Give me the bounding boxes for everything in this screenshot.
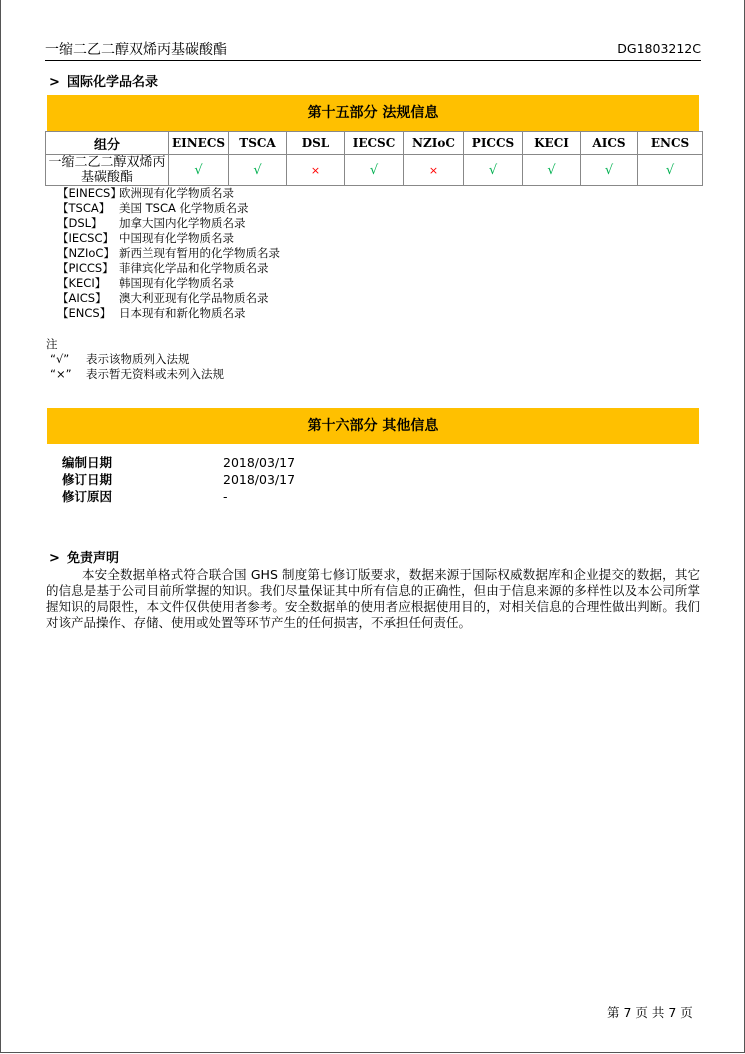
status-cell	[581, 155, 638, 186]
note-text: 表示暂无资料或未列入法规	[86, 367, 224, 381]
disclaimer-text: 本安全数据单格式符合联合国 GHS 制度第七修订版要求，数据来源于国际权威数据库和企业提交的数据，其它的信息是基于公司目前所掌握的知识。我们尽量保证其中所有信息的正确性，但由于信息来源的多样性以及本公司所掌握知识的局限性，本文件仅供使用者参考。安全数据单的使用者应根据使用目的，对相关信息的合理性做出判断。我们对该产品操作、存储、使用或处置等环节产生的任何损害，不承担任何责任。	[46, 567, 700, 630]
inventory-legend	[57, 186, 280, 321]
status-cell	[464, 155, 523, 186]
component-name-cell	[46, 155, 169, 186]
legend-abbr: 【TSCA】	[57, 201, 111, 215]
legend-abbr: 【AICS】	[57, 291, 107, 305]
status-cell	[638, 155, 703, 186]
column-header: EINECS	[169, 132, 229, 155]
legend-item	[57, 246, 280, 261]
status-cell	[169, 155, 229, 186]
note-symbol: “√”	[50, 352, 70, 366]
legend-item	[57, 306, 280, 321]
legend-abbr: 【IECSC】	[57, 231, 115, 245]
column-header: NZIoC	[404, 132, 464, 155]
chevron-right-icon: >	[49, 551, 60, 566]
not-listed-cross-icon: ×	[428, 164, 439, 177]
status-cell	[404, 155, 464, 186]
listed-check-icon: √	[665, 162, 675, 178]
notes-block	[46, 337, 224, 382]
info-value: 2018/03/17	[223, 455, 296, 470]
legend-desc: 欧洲现有化学物质名录	[119, 186, 234, 200]
info-row	[62, 472, 295, 489]
note-heading: 注	[46, 337, 58, 351]
other-info-block	[62, 455, 295, 506]
status-cell	[345, 155, 404, 186]
legend-abbr: 【NZIoC】	[57, 246, 115, 260]
legend-desc: 新西兰现有暂用的化学物质名录	[119, 246, 280, 260]
section-16-title: 第十六部分 其他信息	[47, 408, 699, 444]
legend-desc: 加拿大国内化学物质名录	[119, 216, 246, 230]
info-row	[62, 455, 295, 472]
chevron-right-icon: >	[49, 75, 60, 90]
column-header: AICS	[581, 132, 638, 155]
listed-check-icon: √	[253, 162, 262, 178]
note-item	[46, 367, 224, 382]
page-header	[45, 38, 701, 61]
info-row	[62, 489, 295, 506]
legend-desc: 中国现有化学物质名录	[119, 231, 234, 245]
legend-desc: 澳大利亚现有化学品物质名录	[119, 291, 269, 305]
column-header: 组分	[46, 132, 169, 155]
legend-abbr: 【ENCS】	[57, 306, 112, 320]
listed-check-icon: √	[604, 162, 614, 178]
legend-item	[57, 276, 280, 291]
listed-check-icon: √	[488, 162, 498, 178]
note-item	[46, 352, 224, 367]
legend-item	[57, 201, 280, 216]
table-row	[46, 155, 703, 186]
note-symbol: “×”	[50, 367, 72, 381]
component-name-line: 基碳酸酯	[80, 170, 133, 185]
inventory-table	[45, 131, 703, 186]
legend-desc: 韩国现有化学物质名录	[119, 276, 234, 290]
column-header: KECI	[523, 132, 581, 155]
status-cell	[229, 155, 287, 186]
legend-desc: 美国 TSCA 化学物质名录	[119, 201, 249, 215]
not-listed-cross-icon: ×	[310, 164, 321, 177]
column-header: IECSC	[345, 132, 404, 155]
legend-abbr: 【DSL】	[57, 216, 103, 230]
legend-abbr: 【EINECS】	[57, 186, 122, 200]
column-header: TSCA	[229, 132, 287, 155]
column-header: DSL	[287, 132, 345, 155]
legend-item	[57, 186, 280, 201]
table-header-row	[46, 132, 703, 155]
note-text: 表示该物质列入法规	[86, 352, 190, 366]
inventory-heading-text: 国际化学品名录	[67, 75, 159, 90]
column-header: PICCS	[464, 132, 523, 155]
section-15-title: 第十五部分 法规信息	[47, 95, 699, 131]
legend-abbr: 【KECI】	[57, 276, 107, 290]
document-code: DG1803212C	[617, 41, 701, 56]
info-label: 修订原因	[62, 489, 113, 504]
disclaimer-heading	[49, 547, 119, 566]
info-label: 编制日期	[62, 455, 113, 470]
listed-check-icon: √	[194, 162, 203, 178]
legend-item	[57, 291, 280, 306]
info-value: 2018/03/17	[223, 472, 296, 487]
column-header: ENCS	[638, 132, 703, 155]
disclaimer-heading-text: 免责声明	[67, 551, 120, 566]
status-cell	[523, 155, 581, 186]
legend-desc: 日本现有和新化物质名录	[119, 306, 246, 320]
listed-check-icon: √	[369, 162, 379, 178]
info-value: -	[223, 489, 228, 504]
legend-item	[57, 216, 280, 231]
legend-abbr: 【PICCS】	[57, 261, 114, 275]
legend-item	[57, 261, 280, 276]
inventory-heading	[49, 71, 158, 90]
page-number: 第 7 页 共 7 页	[607, 1005, 693, 1020]
status-cell	[287, 155, 345, 186]
legend-desc: 菲律宾化学品和化学物质名录	[119, 261, 269, 275]
listed-check-icon: √	[547, 162, 556, 178]
component-name-line: 一缩二乙二醇双烯丙	[48, 155, 166, 170]
document-title: 一缩二乙二醇双烯丙基碳酸酯	[45, 42, 227, 58]
info-label: 修订日期	[62, 472, 113, 487]
legend-item	[57, 231, 280, 246]
